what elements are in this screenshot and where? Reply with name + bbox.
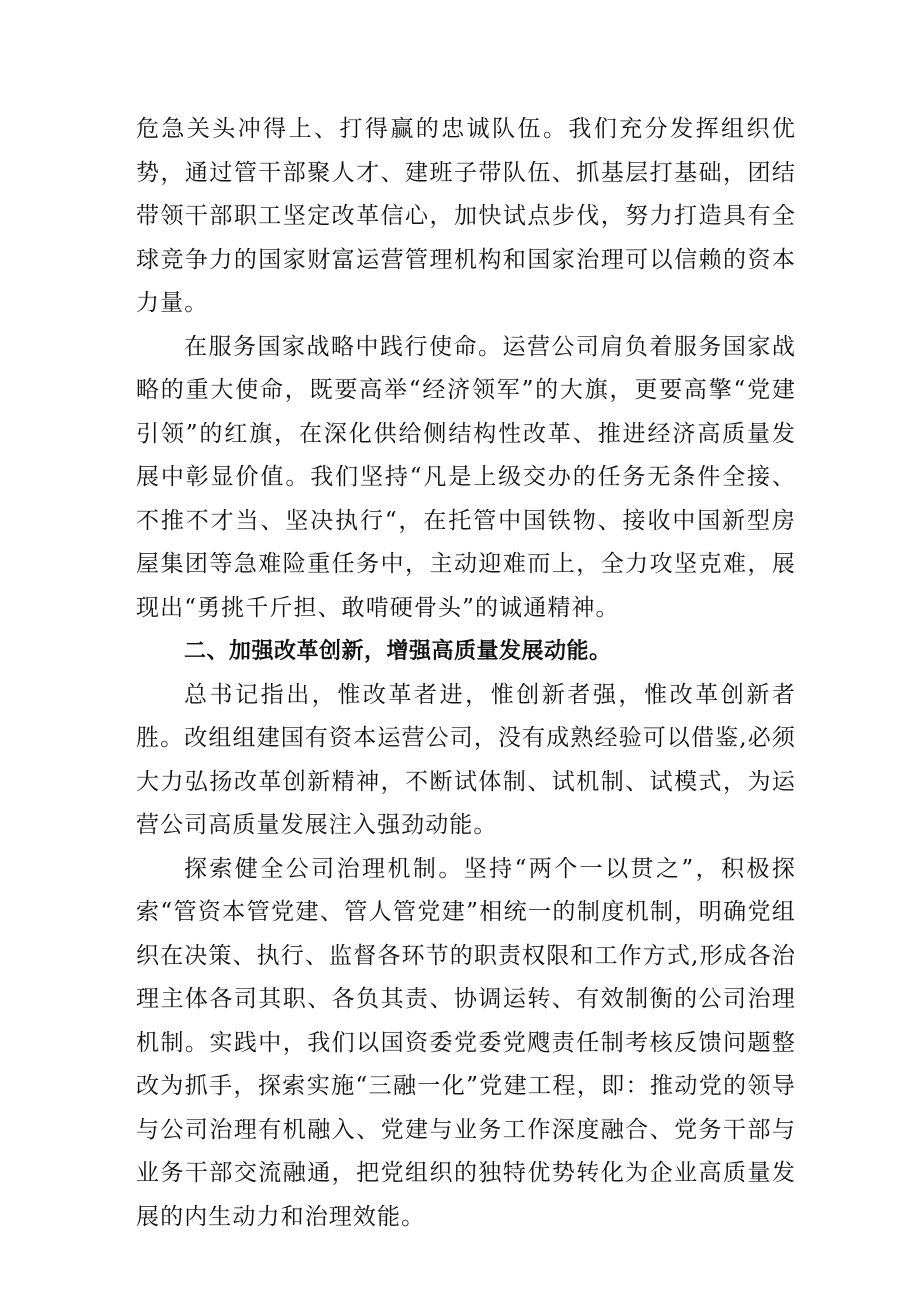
paragraph-national-strategy: 在服务国家战略中践行使命。运营公司肩负着服务国家战略的重大使命，既要高举“经济领军”的大旗，更要高擎“党建引领”的红旗，在深化供给侧结构性改革、推进经济高质量发展中彰显价值。我们坚持“凡是上级交办的任务无条件全接、不推不才当、坚决执行“，在托管中国铁物、接收中国新型房屋集团等急难险重任务中，主动迎难而上，全力攻坚克难，展现出“勇挑千斤担、敢啃硬骨头”的诚通精神。 (136, 333, 796, 621)
paragraph-loyal-team: 危急关头冲得上、打得赢的忠诚队伍。我们充分发挥组织优势，通过管干部聚人才、建班子带队伍、抓基层打基础，团结带领干部职工坚定改革信心，加快试点步伐，努力打造具有全球竞争力的国家财富运营管理机构和国家治理可以信赖的资本力量。 (136, 116, 796, 316)
paragraph-reform-quote: 总书记指出，惟改革者进，惟创新者强，惟改革创新者胜。改组组建国有资本运营公司，没有成熟经验可以借鉴,必须大力弘扬改革创新精神，不断试体制、试机制、试模式，为运营公司高质量发展注入强劲动能。 (136, 681, 796, 838)
section-heading-reform-innovation: 二、加强改革创新，增强高质量发展动能。 (184, 639, 612, 664)
document-body (136, 108, 796, 1239)
paragraph-corporate-governance: 探索健全公司治理机制。坚持“两个一以贯之”，积极探索“管资本管党建、管人管党建”相统一的制度机制，明确党组织在决策、执行、监督各环节的职责权限和工作方式,形成各治理主体各司其职、各负其责、协调运转、有效制衡的公司治理机制。实践中，我们以国资委党委党飕责任制考核反馈问题整改为抓手，探索实施“三融一化”党建工程，即：推动党的领导与公司治理有机融入、党建与业务工作深度融合、党务干部与业务干部交流融通，把党组织的独特优势转化为企业高质量发展的内生动力和治理效能。 (136, 855, 796, 1230)
